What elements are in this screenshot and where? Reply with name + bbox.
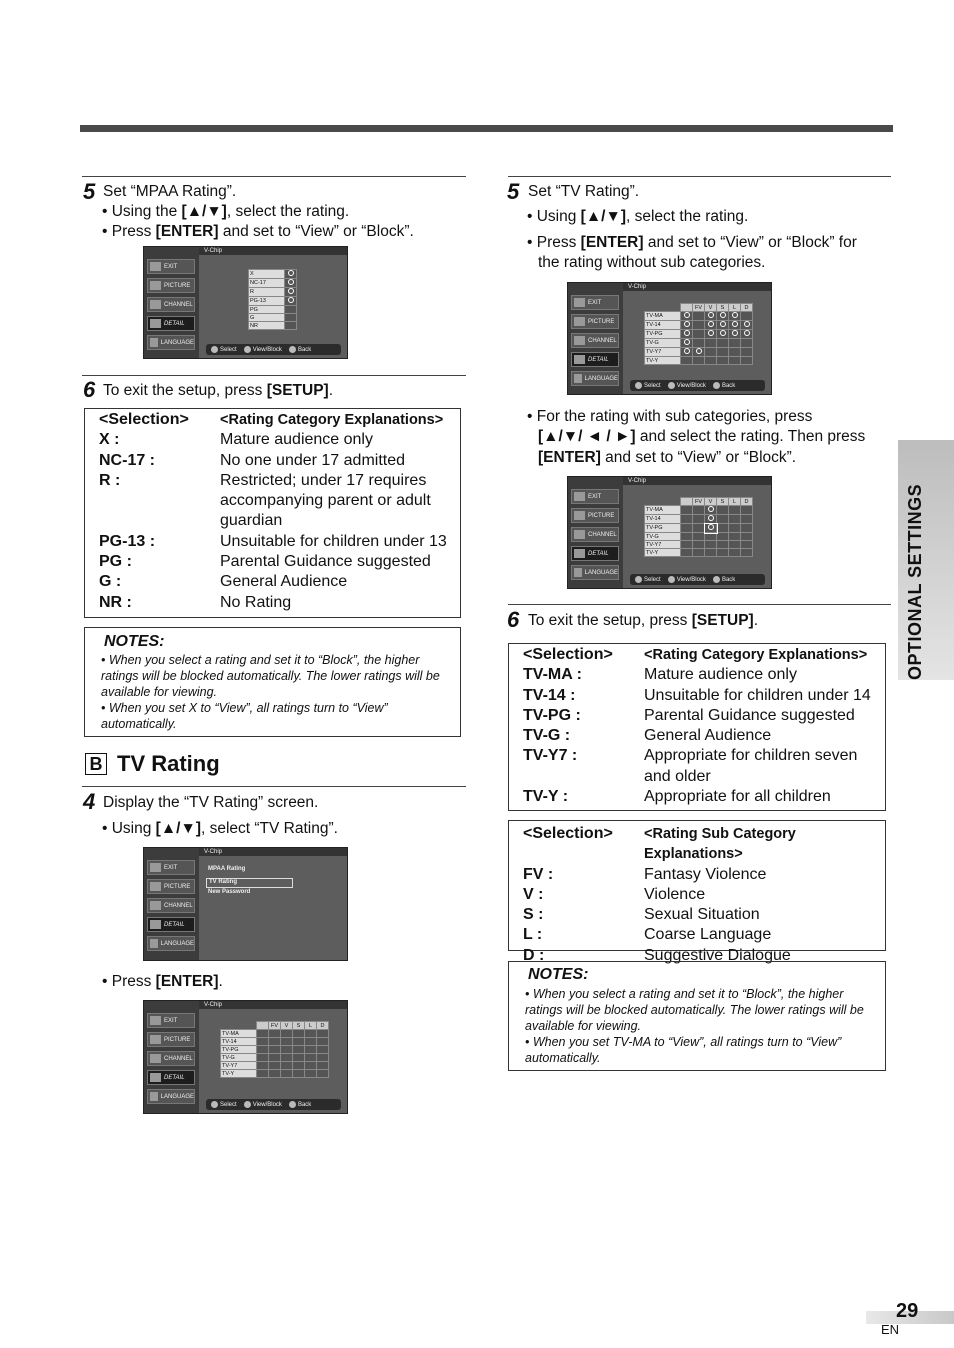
picture-icon <box>150 1035 161 1044</box>
instruction-line: • Press [ENTER] and set to “View” or “Block” for <box>527 234 857 251</box>
menu-option-selected: TV Rating <box>206 878 293 888</box>
lock-icon <box>720 321 726 327</box>
note-item: • When you select a rating and set it to “Block”, the higher ratings will be blocked automatically. The lower ratings will be available for viewing. <box>101 653 440 699</box>
enter-icon <box>244 1101 251 1108</box>
table-row: G : General Audience <box>99 573 348 591</box>
notes-title: NOTES: <box>104 633 165 650</box>
lock-icon <box>288 279 294 285</box>
lock-icon <box>684 348 690 354</box>
screen-title: V-Chip <box>199 1001 347 1009</box>
side-tab-label: OPTIONAL SETTINGS <box>905 483 925 680</box>
language-icon <box>574 374 582 383</box>
table-row: D : Suggestive Dialogue <box>523 946 791 964</box>
instruction-line: • Using the [▲/▼], select the rating. <box>102 203 350 220</box>
sub-table: <Selection> <Rating Sub Category Explanations> FV : Fantasy Violence V : Violence S : Sexual Situation L : Coarse Language D : Suggestive Dialogue <box>523 824 878 966</box>
lock-icon <box>696 348 702 354</box>
menu-item: PICTURE <box>147 278 195 293</box>
screen-title: V-Chip <box>199 247 347 255</box>
picture-icon <box>150 882 161 891</box>
table-row: TV-Y : Appropriate for all children <box>523 788 831 806</box>
instruction-line: • Press [ENTER] and set to “View” or “Block”. <box>102 223 414 240</box>
instruction-line: the rating without sub categories. <box>538 254 766 271</box>
table-row: TV-MA : Mature audience only <box>523 666 797 684</box>
notes-title: NOTES: <box>528 966 589 983</box>
table-row: PG-13 : Unsuitable for children under 13 <box>99 532 447 550</box>
vchip-screen-menu: EXIT PICTURE CHANNEL DETAIL LANGUAGE V-Chip MPAA Rating TV Rating New Password <box>143 847 348 961</box>
back-icon <box>713 382 720 389</box>
step-number: 4 <box>83 789 96 814</box>
screen-footer: Select View/Block Back <box>630 380 765 391</box>
vchip-screen-mpaa <box>143 246 348 359</box>
exit-icon <box>150 262 161 271</box>
instruction-line: [▲/▼/ ◄ / ►] and select the rating. Then press <box>538 428 866 445</box>
detail-icon <box>150 920 161 929</box>
instruction-line: • Press [ENTER]. <box>102 973 223 990</box>
section-heading <box>85 751 220 777</box>
enter-icon <box>244 346 251 353</box>
table-row: S : Sexual Situation <box>523 906 760 924</box>
divider <box>82 375 466 376</box>
language-icon <box>150 1092 158 1101</box>
step-number: 6 <box>507 607 520 632</box>
lock-icon <box>684 330 690 336</box>
mpaa-grid: X NC-17 R PG-13 PG G NR <box>248 269 297 330</box>
language-icon <box>150 338 158 347</box>
lock-icon <box>288 297 294 303</box>
instruction-line: • Using [▲/▼], select “TV Rating”. <box>102 820 338 837</box>
side-menu <box>144 247 199 358</box>
divider <box>508 176 891 177</box>
lock-icon <box>708 321 714 327</box>
lock-icon <box>684 312 690 318</box>
screen-title: V-Chip <box>199 848 347 856</box>
channel-icon <box>150 901 161 910</box>
table-row: R : Restricted; under 17 requires accompanying parent or adult guardian <box>99 471 431 530</box>
page-language: EN <box>881 1322 900 1337</box>
language-icon <box>150 939 158 948</box>
vchip-screen-tv-view: EXIT PICTURE CHANNEL DETAIL LANGUAGE V-Chip FV V S L D TV-MA TV-14 TV-PG TV-G TV-Y7 TV-Y Select View/Block Back <box>567 282 772 395</box>
table-row: TV-PG : Parental Guidance suggested <box>523 706 855 724</box>
exit-icon <box>150 863 161 872</box>
step-number: 5 <box>507 179 520 204</box>
lock-icon <box>708 312 714 318</box>
exit-icon <box>574 492 585 501</box>
tv-grid: FV V S L D TV-MA TV-14 TV-PG TV-G TV-Y7 TV-Y <box>220 1021 329 1078</box>
note-item: • When you set TV-MA to “View”, all ratings turn to “View” automatically. <box>525 1035 842 1065</box>
select-icon <box>635 382 642 389</box>
lock-icon <box>732 330 738 336</box>
instruction-line: • For the rating with sub categories, press <box>527 408 813 425</box>
lock-icon <box>744 321 750 327</box>
picture-icon <box>574 317 585 326</box>
divider <box>82 786 466 787</box>
lock-icon <box>288 270 294 276</box>
detail-icon <box>150 319 161 328</box>
page-number: 29 <box>896 1300 919 1322</box>
enter-icon <box>668 576 675 583</box>
step-text: To exit the setup, press [SETUP]. <box>103 382 334 399</box>
menu-item: DETAIL <box>147 316 195 331</box>
lock-icon <box>684 339 690 345</box>
detail-icon <box>150 1073 161 1082</box>
detail-icon <box>574 355 585 364</box>
back-icon <box>289 346 296 353</box>
lock-icon <box>288 288 294 294</box>
table-row: X : Mature audience only <box>99 431 373 449</box>
menu-option: New Password <box>208 889 251 895</box>
exit-icon <box>150 1016 161 1025</box>
section-letter: B <box>85 753 107 775</box>
step-title: Set “TV Rating”. <box>528 183 640 200</box>
language-icon <box>574 568 582 577</box>
select-icon <box>211 1101 218 1108</box>
table-row: TV-14 : Unsuitable for children under 14 <box>523 686 871 704</box>
table-row: TV-Y7 : Appropriate for children seven and older <box>523 747 858 785</box>
table-row: FV : Fantasy Violence <box>523 865 767 883</box>
back-icon <box>289 1101 296 1108</box>
tv-grid: FV V S L D TV-MA TV-14 TV-PG TV-G TV-Y7 TV-Y <box>644 303 753 365</box>
lock-icon <box>744 330 750 336</box>
select-icon <box>211 346 218 353</box>
instruction-line: • Using [▲/▼], select the rating. <box>527 208 749 225</box>
table-row: V : Violence <box>523 885 706 903</box>
picture-icon <box>150 281 161 290</box>
step-text: To exit the setup, press [SETUP]. <box>528 612 759 629</box>
note-item: • When you select a rating and set it to “Block”, the higher ratings will be blocked automatically. The lower ratings will be available for viewing. <box>525 987 864 1033</box>
menu-item: CHANNEL <box>147 297 195 312</box>
step-number: 6 <box>83 377 96 402</box>
vchip-screen-tv: EXIT PICTURE CHANNEL DETAIL LANGUAGE V-Chip FV V S L D TV-MA TV-14 TV-PG TV-G TV-Y7 TV-Y Select View/Block Back <box>143 1000 348 1114</box>
table-row: PG : Parental Guidance suggested <box>99 553 431 571</box>
detail-icon <box>574 549 585 558</box>
lock-icon <box>720 312 726 318</box>
channel-icon <box>574 530 585 539</box>
table-row: NC-17 : No one under 17 admitted <box>99 451 406 469</box>
table-row: TV-G : General Audience <box>523 727 772 745</box>
table-row: NR : No Rating <box>99 593 292 611</box>
table-row: L : Coarse Language <box>523 926 772 944</box>
top-bar <box>80 125 893 132</box>
tv-table: <Selection> <Rating Category Explanations> TV-MA : Mature audience only TV-14 : Unsuitable for children under 14 TV-PG : Parental Guidance suggested TV-G : General Audience TV-Y7 : Appropriate for children seven and older TV-Y : Appropriate for all children <box>523 645 878 807</box>
lock-icon <box>708 524 714 530</box>
section-title: TV Rating <box>117 751 220 776</box>
menu-item: EXIT <box>147 259 195 274</box>
step-title: Display the “TV Rating” screen. <box>103 794 319 811</box>
step-number: 5 <box>83 179 96 204</box>
picture-icon <box>574 511 585 520</box>
vchip-screen-tv-sub: EXIT PICTURE CHANNEL DETAIL LANGUAGE V-Chip FV V S L D TV-MA TV-14 TV-PG TV-G TV-Y7 TV-Y Select View/Block Back <box>567 476 772 589</box>
divider <box>82 176 466 177</box>
lock-icon <box>708 330 714 336</box>
note-item: • When you set X to “View”, all ratings turn to “View” automatically. <box>101 701 388 731</box>
back-icon <box>713 576 720 583</box>
enter-icon <box>668 382 675 389</box>
lock-icon <box>684 321 690 327</box>
lock-icon <box>720 330 726 336</box>
channel-icon <box>150 1054 161 1063</box>
lock-icon <box>732 321 738 327</box>
mpaa-table: <Selection> <Rating Category Explanations> X : Mature audience only NC-17 : No one under 17 admitted R : Restricted; under 17 requires accompanying parent or adult guardian PG-13 : Unsuitable for children under 13 PG : Parental Guidance suggested G : General Audience NR : No Rating <box>99 410 451 613</box>
screen-footer: Select View/Block Back <box>206 344 341 355</box>
channel-icon <box>150 300 161 309</box>
screen-footer: Select View/Block Back <box>206 1099 341 1110</box>
lock-icon <box>708 515 714 521</box>
step-title: Set “MPAA Rating”. <box>103 183 237 200</box>
select-icon <box>635 576 642 583</box>
lock-icon <box>708 506 714 512</box>
instruction-line: [ENTER] and set to “View” or “Block”. <box>538 449 797 466</box>
channel-icon <box>574 336 585 345</box>
screen-title: V-Chip <box>623 283 771 291</box>
lock-icon <box>732 312 738 318</box>
menu-option: MPAA Rating <box>208 866 246 872</box>
exit-icon <box>574 298 585 307</box>
tv-grid: FV V S L D TV-MA TV-14 TV-PG TV-G TV-Y7 TV-Y <box>644 497 753 557</box>
screen-title: V-Chip <box>623 477 771 485</box>
menu-item: LANGUAGE <box>147 335 195 350</box>
divider <box>508 604 891 605</box>
screen-footer: Select View/Block Back <box>630 574 765 585</box>
